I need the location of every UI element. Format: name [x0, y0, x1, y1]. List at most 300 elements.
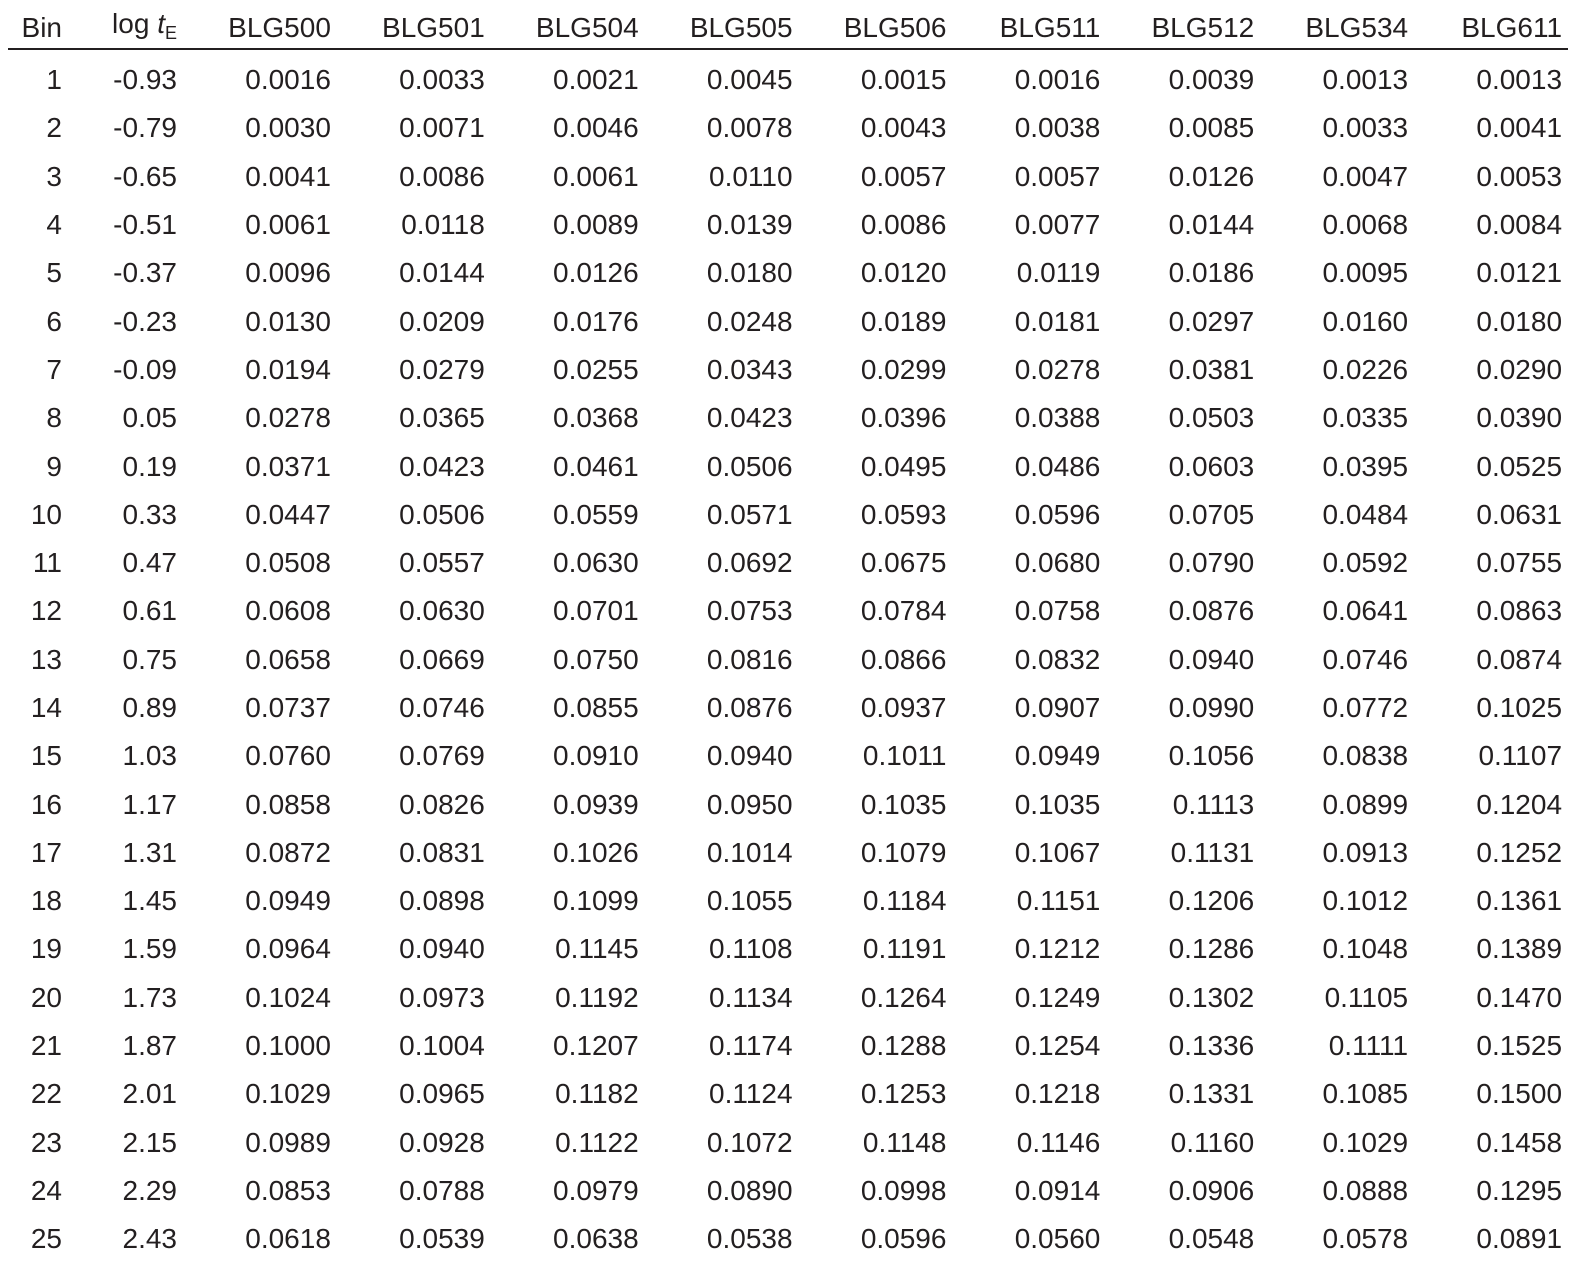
cell-value: 0.0608 — [245, 595, 331, 627]
cell-value: 0.1072 — [706, 1126, 793, 1158]
cell-value: 0.0194 — [245, 353, 331, 385]
cell-value: 0.1206 — [1168, 885, 1255, 917]
cell-value: 0.0866 — [860, 643, 947, 675]
table-row — [8, 346, 1568, 394]
table-row — [8, 1119, 1568, 1167]
cell-value: 0.0053 — [1476, 160, 1563, 192]
cell-value: 0.1146 — [1016, 1126, 1101, 1158]
cell-value: 0.0041 — [1476, 112, 1563, 144]
cell-bin: 21 — [30, 1030, 62, 1062]
cell-bin: 16 — [30, 788, 62, 820]
cell-value: 0.1035 — [860, 788, 947, 820]
cell-value: 0.0043 — [860, 112, 947, 144]
cell-value: 0.1286 — [1168, 933, 1255, 965]
cell-value: 0.1004 — [399, 1030, 485, 1062]
table-row — [8, 974, 1568, 1022]
cell-value: 0.1500 — [1476, 1078, 1563, 1110]
table-row — [8, 1070, 1568, 1118]
header-field: BLG500 — [183, 0, 337, 49]
table-body — [8, 49, 1568, 1263]
cell-value: 0.0784 — [860, 595, 947, 627]
cell-log-te: 0.19 — [122, 450, 177, 482]
cell-log-te: 0.61 — [122, 595, 177, 627]
cell-log-te: -0.79 — [113, 112, 177, 144]
cell-value: 0.0423 — [706, 402, 793, 434]
cell-log-te: 1.31 — [122, 836, 177, 868]
cell-log-te: -0.51 — [113, 209, 177, 241]
cell-value: 0.1025 — [1476, 692, 1563, 723]
cell-value: 0.0461 — [553, 450, 639, 482]
cell-log-te: 1.73 — [122, 981, 177, 1013]
cell-bin: 19 — [30, 933, 62, 965]
cell-value: 0.1145 — [555, 933, 639, 965]
cell-value: 0.0891 — [1476, 1223, 1563, 1255]
cell-value: 0.0084 — [1476, 209, 1563, 241]
header-row — [8, 0, 1568, 49]
cell-value: 0.0021 — [553, 64, 639, 96]
cell-value: 0.1184 — [862, 885, 947, 917]
cell-value: 0.1067 — [1014, 836, 1101, 868]
cell-value: 0.0176 — [553, 305, 639, 337]
cell-value: 0.1253 — [860, 1078, 947, 1110]
cell-value: 0.0381 — [1168, 353, 1255, 385]
cell-value: 0.0630 — [553, 547, 639, 579]
cell-value: 0.0447 — [245, 498, 331, 530]
cell-value: 0.0126 — [553, 257, 639, 289]
cell-value: 0.0126 — [1168, 160, 1255, 192]
cell-value: 0.1218 — [1014, 1078, 1101, 1110]
cell-value: 0.0737 — [245, 692, 331, 723]
header-field: BLG505 — [645, 0, 799, 49]
cell-value: 0.0964 — [245, 933, 331, 965]
cell-value: 0.0746 — [399, 692, 485, 723]
cell-value: 0.1331 — [1168, 1078, 1255, 1110]
cell-value: 0.0578 — [1322, 1223, 1409, 1255]
cell-log-te: 0.33 — [122, 498, 177, 530]
cell-value: 0.1470 — [1476, 981, 1563, 1013]
cell-value: 0.0016 — [1014, 64, 1101, 96]
table-row — [8, 877, 1568, 925]
cell-log-te: 2.29 — [122, 1174, 177, 1206]
cell-log-te: 0.89 — [122, 692, 177, 723]
cell-value: 0.0226 — [1322, 353, 1409, 385]
cell-value: 0.1029 — [1322, 1126, 1409, 1158]
table-row — [8, 201, 1568, 249]
cell-value: 0.0692 — [706, 547, 793, 579]
cell-value: 0.0949 — [245, 885, 331, 917]
table-row — [8, 587, 1568, 635]
cell-bin: 15 — [30, 740, 62, 772]
cell-log-te: -0.37 — [113, 257, 177, 289]
cell-value: 0.1160 — [1170, 1126, 1255, 1158]
cell-value: 0.0096 — [245, 257, 331, 289]
cell-log-te: 0.47 — [122, 547, 177, 579]
cell-value: 0.1113 — [1172, 788, 1255, 820]
cell-value: 0.0279 — [399, 353, 485, 385]
cell-value: 0.0874 — [1476, 643, 1563, 675]
cell-value: 0.0299 — [860, 353, 947, 385]
cell-value: 0.0118 — [401, 209, 485, 241]
cell-value: 0.0913 — [1322, 836, 1409, 868]
table-row — [8, 636, 1568, 684]
cell-value: 0.0495 — [860, 450, 947, 482]
cell-bin: 22 — [30, 1078, 62, 1110]
table-row — [8, 539, 1568, 587]
cell-bin: 3 — [46, 160, 62, 192]
cell-value: 0.0940 — [706, 740, 793, 772]
table-row — [8, 491, 1568, 539]
cell-value: 0.0669 — [399, 643, 485, 675]
cell-value: 0.1389 — [1476, 933, 1563, 965]
cell-value: 0.0160 — [1322, 305, 1409, 337]
cell-log-te: -0.09 — [113, 353, 177, 385]
cell-value: 0.0965 — [399, 1078, 485, 1110]
cell-value: 0.1024 — [245, 981, 331, 1013]
cell-value: 0.0538 — [706, 1223, 793, 1255]
cell-value: 0.0068 — [1322, 209, 1409, 241]
table-row — [8, 925, 1568, 973]
cell-value: 0.0033 — [1322, 112, 1409, 144]
cell-value: 0.1191 — [862, 933, 947, 965]
cell-value: 0.0816 — [706, 643, 793, 675]
cell-value: 0.1134 — [709, 981, 793, 1013]
cell-value: 0.0486 — [1014, 450, 1101, 482]
table-row — [8, 153, 1568, 201]
cell-value: 0.0831 — [399, 836, 485, 868]
cell-log-te: 0.05 — [122, 402, 177, 434]
cell-log-te: 2.15 — [122, 1126, 177, 1158]
cell-log-te: 1.03 — [122, 740, 177, 772]
cell-value: 0.0089 — [553, 209, 639, 241]
cell-value: 0.0790 — [1168, 547, 1255, 579]
cell-value: 0.0180 — [1476, 305, 1563, 337]
cell-value: 0.0658 — [245, 643, 331, 675]
table-row — [8, 1022, 1568, 1070]
cell-value: 0.0423 — [399, 450, 485, 482]
cell-value: 0.1249 — [1014, 981, 1101, 1013]
cell-bin: 25 — [30, 1223, 62, 1255]
cell-value: 0.0872 — [245, 836, 331, 868]
cell-value: 0.0057 — [1014, 160, 1101, 192]
cell-value: 0.0039 — [1168, 64, 1255, 96]
table-row — [8, 829, 1568, 877]
cell-value: 0.1048 — [1322, 933, 1409, 965]
cell-value: 0.0618 — [245, 1223, 331, 1255]
cell-value: 0.1099 — [553, 885, 639, 917]
cell-value: 0.0343 — [706, 353, 793, 385]
cell-value: 0.0110 — [709, 160, 793, 192]
cell-bin: 17 — [30, 836, 62, 868]
cell-value: 0.1122 — [555, 1126, 639, 1158]
cell-value: 0.0297 — [1168, 305, 1255, 337]
cell-value: 0.0989 — [245, 1126, 331, 1158]
cell-value: 0.0755 — [1476, 547, 1563, 579]
cell-log-te: 0.75 — [122, 643, 177, 675]
cell-value: 0.0973 — [399, 981, 485, 1013]
cell-value: 0.0753 — [706, 595, 793, 627]
cell-value: 0.0630 — [399, 595, 485, 627]
cell-value: 0.0855 — [553, 692, 639, 723]
cell-value: 0.0139 — [706, 209, 793, 241]
cell-value: 0.0939 — [553, 788, 639, 820]
cell-value: 0.0278 — [1014, 353, 1101, 385]
cell-log-te: 1.87 — [122, 1030, 177, 1062]
cell-value: 0.1012 — [1322, 885, 1409, 917]
cell-value: 0.0769 — [399, 740, 485, 772]
header-field: BLG506 — [799, 0, 953, 49]
table-row — [8, 442, 1568, 490]
cell-value: 0.0061 — [245, 209, 331, 241]
table-row — [8, 297, 1568, 345]
cell-bin: 6 — [46, 305, 62, 337]
cell-value: 0.0858 — [245, 788, 331, 820]
header-log-prefix: log — [112, 8, 158, 39]
cell-value: 0.0592 — [1322, 547, 1409, 579]
cell-value: 0.0085 — [1168, 112, 1255, 144]
cell-value: 0.0368 — [553, 402, 639, 434]
cell-value: 0.0899 — [1322, 788, 1409, 820]
table-row — [8, 249, 1568, 297]
cell-value: 0.1264 — [860, 981, 947, 1013]
cell-value: 0.0560 — [1014, 1223, 1101, 1255]
cell-value: 0.0525 — [1476, 450, 1563, 482]
cell-value: 0.0390 — [1476, 402, 1563, 434]
table-row — [8, 104, 1568, 152]
header-field: BLG534 — [1260, 0, 1414, 49]
cell-bin: 1 — [46, 64, 62, 96]
cell-bin: 12 — [30, 595, 62, 627]
cell-value: 0.1148 — [862, 1126, 947, 1158]
cell-value: 0.0906 — [1168, 1174, 1255, 1206]
cell-value: 0.0876 — [706, 692, 793, 723]
cell-value: 0.0571 — [706, 498, 793, 530]
cell-value: 0.0038 — [1014, 112, 1101, 144]
cell-value: 0.0758 — [1014, 595, 1101, 627]
cell-value: 0.0030 — [245, 112, 331, 144]
table-row — [8, 684, 1568, 732]
cell-value: 0.0189 — [860, 305, 947, 337]
table-row — [8, 1215, 1568, 1263]
cell-value: 0.0910 — [553, 740, 639, 772]
cell-value: 0.0907 — [1014, 692, 1101, 723]
cell-value: 0.1174 — [709, 1030, 793, 1062]
header-field: BLG504 — [491, 0, 645, 49]
cell-value: 0.0503 — [1168, 402, 1255, 434]
cell-value: 0.0181 — [1014, 305, 1101, 337]
cell-value: 0.1035 — [1014, 788, 1101, 820]
cell-value: 0.1055 — [706, 885, 793, 917]
cell-value: 0.0506 — [399, 498, 485, 530]
cell-value: 0.0705 — [1168, 498, 1255, 530]
cell-value: 0.0046 — [553, 112, 639, 144]
cell-value: 0.1288 — [860, 1030, 947, 1062]
cell-value: 0.1212 — [1014, 933, 1101, 965]
cell-bin: 10 — [30, 498, 62, 530]
cell-value: 0.0979 — [553, 1174, 639, 1206]
cell-value: 0.0940 — [399, 933, 485, 965]
cell-value: 0.0077 — [1014, 209, 1101, 241]
cell-value: 0.0506 — [706, 450, 793, 482]
cell-value: 0.0675 — [860, 547, 947, 579]
cell-bin: 5 — [46, 257, 62, 289]
cell-log-te: 2.43 — [122, 1223, 177, 1255]
cell-value: 0.0631 — [1476, 498, 1563, 530]
header-log-sub: E — [164, 23, 177, 43]
cell-value: 0.1458 — [1476, 1126, 1563, 1158]
cell-value: 0.0548 — [1168, 1223, 1255, 1255]
cell-bin: 24 — [30, 1174, 62, 1206]
cell-value: 0.0045 — [706, 64, 793, 96]
cell-value: 0.0559 — [553, 498, 639, 530]
cell-value: 0.0838 — [1322, 740, 1409, 772]
cell-value: 0.0832 — [1014, 643, 1101, 675]
cell-value: 0.1151 — [1016, 885, 1101, 917]
table-row — [8, 780, 1568, 828]
cell-value: 0.0095 — [1322, 257, 1409, 289]
cell-value: 0.0484 — [1322, 498, 1409, 530]
cell-value: 0.0388 — [1014, 402, 1101, 434]
cell-value: 0.1525 — [1476, 1030, 1563, 1062]
cell-value: 0.0144 — [1168, 209, 1255, 241]
cell-value: 0.0788 — [399, 1174, 485, 1206]
cell-value: 0.0596 — [1014, 498, 1101, 530]
cell-value: 0.0119 — [1016, 257, 1101, 289]
cell-value: 0.1254 — [1014, 1030, 1101, 1062]
header-bin: Bin — [8, 0, 68, 49]
cell-value: 0.1111 — [1328, 1030, 1409, 1062]
cell-value: 0.0086 — [860, 209, 947, 241]
cell-value: 0.1108 — [709, 933, 793, 965]
cell-value: 0.0596 — [860, 1223, 947, 1255]
cell-value: 0.0013 — [1476, 64, 1563, 96]
cell-bin: 13 — [30, 643, 62, 675]
cell-value: 0.0898 — [399, 885, 485, 917]
cell-value: 0.0121 — [1476, 257, 1563, 289]
cell-bin: 20 — [30, 981, 62, 1013]
cell-value: 0.0071 — [399, 112, 485, 144]
table-header — [8, 0, 1568, 49]
cell-value: 0.1105 — [1324, 981, 1409, 1013]
cell-value: 0.0396 — [860, 402, 947, 434]
cell-value: 0.0255 — [553, 353, 639, 385]
table-row — [8, 1167, 1568, 1215]
cell-value: 0.0180 — [706, 257, 793, 289]
cell-value: 0.1207 — [553, 1030, 639, 1062]
cell-value: 0.0335 — [1322, 402, 1409, 434]
cell-value: 0.1011 — [862, 740, 947, 772]
cell-value: 0.0990 — [1168, 692, 1255, 723]
data-table — [8, 0, 1568, 1263]
cell-bin: 23 — [30, 1126, 62, 1158]
cell-value: 0.0928 — [399, 1126, 485, 1158]
cell-bin: 4 — [46, 209, 62, 241]
cell-value: 0.0120 — [860, 257, 947, 289]
cell-value: 0.1361 — [1476, 885, 1563, 917]
cell-log-te: 1.59 — [122, 933, 177, 965]
cell-value: 0.0013 — [1322, 64, 1409, 96]
cell-value: 0.0876 — [1168, 595, 1255, 627]
cell-value: 0.0130 — [245, 305, 331, 337]
cell-value: 0.0826 — [399, 788, 485, 820]
cell-value: 0.1182 — [555, 1078, 639, 1110]
cell-value: 0.1295 — [1476, 1174, 1563, 1206]
cell-value: 0.0278 — [245, 402, 331, 434]
cell-bin: 7 — [46, 353, 62, 385]
header-field: BLG611 — [1414, 0, 1568, 49]
cell-value: 0.0290 — [1476, 353, 1563, 385]
cell-value: 0.0539 — [399, 1223, 485, 1255]
cell-value: 0.0248 — [706, 305, 793, 337]
header-log-var: t — [157, 8, 165, 39]
cell-value: 0.0015 — [860, 64, 947, 96]
cell-value: 0.0760 — [245, 740, 331, 772]
cell-value: 0.0371 — [245, 450, 331, 482]
cell-value: 0.0041 — [245, 160, 331, 192]
cell-value: 0.1026 — [553, 836, 639, 868]
cell-value: 0.0557 — [399, 547, 485, 579]
cell-value: 0.0057 — [860, 160, 947, 192]
cell-bin: 11 — [32, 547, 62, 579]
cell-value: 0.0086 — [399, 160, 485, 192]
cell-log-te: -0.65 — [113, 160, 177, 192]
cell-value: 0.1014 — [706, 836, 793, 868]
cell-value: 0.0078 — [706, 112, 793, 144]
cell-value: 0.1124 — [709, 1078, 793, 1110]
cell-value: 0.1252 — [1476, 836, 1563, 868]
cell-value: 0.0033 — [399, 64, 485, 96]
table-row — [8, 49, 1568, 104]
cell-value: 0.1302 — [1168, 981, 1255, 1013]
cell-value: 0.1336 — [1168, 1030, 1255, 1062]
cell-bin: 2 — [46, 112, 62, 144]
cell-value: 0.1131 — [1170, 836, 1255, 868]
cell-value: 0.1000 — [245, 1030, 331, 1062]
cell-value: 0.0937 — [860, 692, 947, 723]
cell-value: 0.0209 — [399, 305, 485, 337]
cell-value: 0.0888 — [1322, 1174, 1409, 1206]
cell-log-te: 2.01 — [122, 1078, 177, 1110]
cell-bin: 8 — [46, 402, 62, 434]
cell-value: 0.0998 — [860, 1174, 947, 1206]
cell-value: 0.0940 — [1168, 643, 1255, 675]
table-row — [8, 732, 1568, 780]
cell-value: 0.0365 — [399, 402, 485, 434]
cell-value: 0.0186 — [1168, 257, 1255, 289]
cell-value: 0.0638 — [553, 1223, 639, 1255]
cell-log-te: 1.45 — [122, 885, 177, 917]
cell-value: 0.0853 — [245, 1174, 331, 1206]
cell-value: 0.1029 — [245, 1078, 331, 1110]
cell-value: 0.0641 — [1322, 595, 1409, 627]
cell-bin: 18 — [30, 885, 62, 917]
cell-value: 0.0750 — [553, 643, 639, 675]
cell-value: 0.0950 — [706, 788, 793, 820]
cell-value: 0.0890 — [706, 1174, 793, 1206]
cell-value: 0.0603 — [1168, 450, 1255, 482]
header-field: BLG501 — [337, 0, 491, 49]
cell-log-te: -0.93 — [113, 64, 177, 96]
cell-value: 0.0863 — [1476, 595, 1563, 627]
cell-value: 0.1107 — [1478, 740, 1563, 772]
cell-value: 0.0680 — [1014, 547, 1101, 579]
cell-value: 0.0593 — [860, 498, 947, 530]
cell-value: 0.0047 — [1322, 160, 1409, 192]
cell-value: 0.0144 — [399, 257, 485, 289]
cell-log-te: -0.23 — [113, 305, 177, 337]
cell-value: 0.1192 — [555, 981, 639, 1013]
header-field: BLG512 — [1106, 0, 1260, 49]
cell-value: 0.1204 — [1476, 788, 1563, 820]
